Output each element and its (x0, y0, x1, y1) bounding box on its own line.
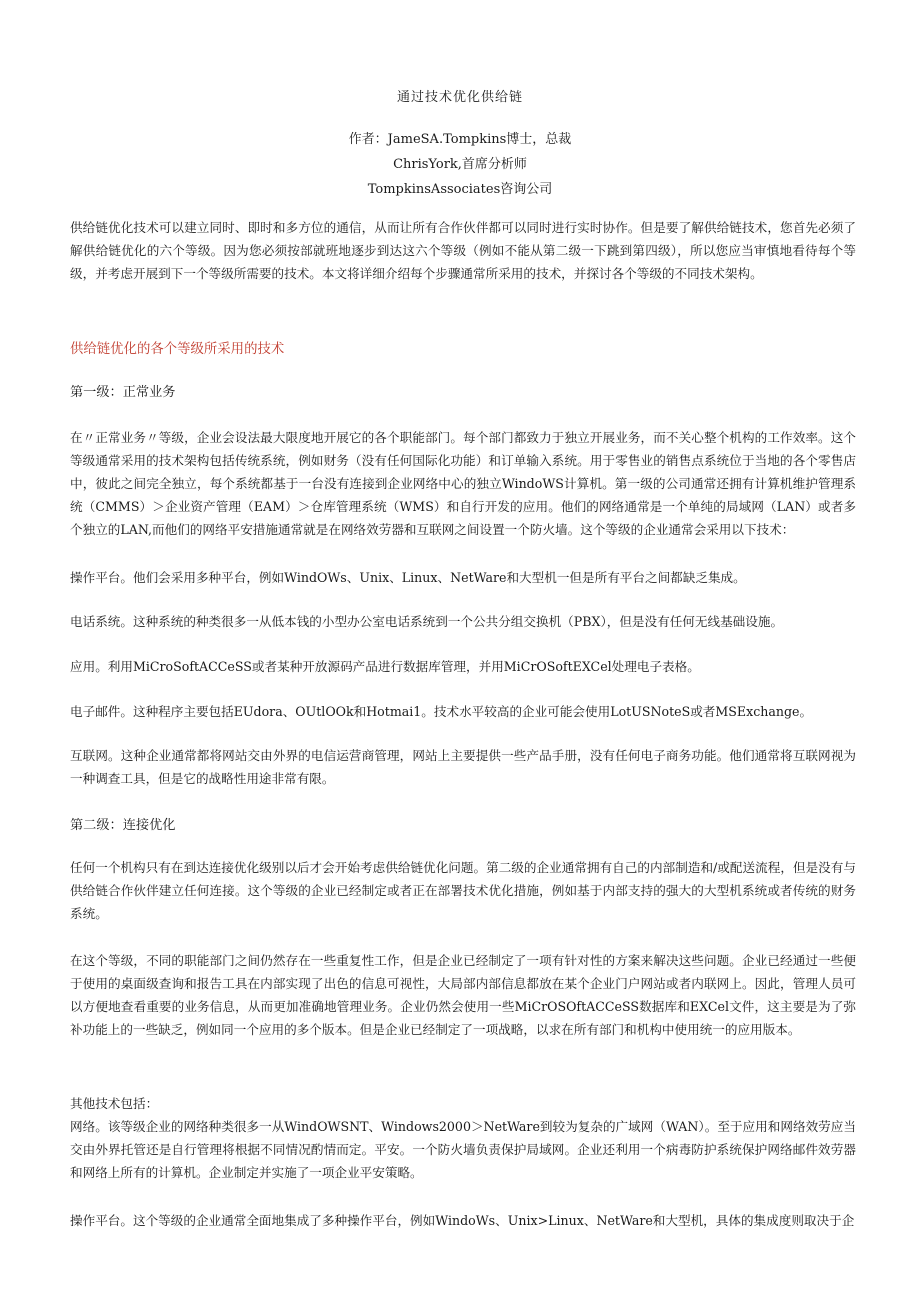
level1-paragraph: 在〃正常业务〃等级，企业会设法最大限度地开展它的各个职能部门。每个部门都致力于独立开展业务，而不关心整个机构的工作效率。这个等级通常采用的技术架构包括传统系统，例如财务（没有任何国际化功能）和订单输入系统。用于零售业的销售点系统位于当地的各个零售店中，彼此之间完全独立，每个系统都基于一台没有连接到企业网络中心的独立WindoWS计算机。第一级的公司通常还拥有计算机维护管理系统（CMMS）＞企业资产管理（EAM）＞仓库管理系统（WMS）和自行开发的应用。他们的网络通常是一个单纯的局域网（LAN）或者多个独立的LAN,而他们的网络平安措施通常就是在网络效劳器和互联网之间设置一个防火墙。这个等级的企业通常会采用以下技术： (70, 430, 856, 537)
intro-paragraph: 供给链优化技术可以建立同时、即时和多方位的通信，从而让所有合作伙伴都可以同时进行实时协作。但是要了解供给链技术，您首先必须了解供给链优化的六个等级。因为您必须按部就班地逐步到达这六个等级（例如不能从第二级一下跳到第四级），所以您应当审慎地看待每个等级，并考虑开展到下一个等级所需要的技术。本文将详细介绍每个步骤通常所采用的技术，并探讨各个等级的不同技术架构。 (70, 220, 856, 281)
level1-heading: 第一级：正常业务 (70, 385, 176, 400)
op-platform2-paragraph: 操作平台。这个等级的企业通常全面地集成了多种操作平台，例如WindoWs、Unix>Linux、NetWare和大型机，具体的集成度则取决于企 (70, 1213, 855, 1228)
other-tech-label: 其他技术包括： (70, 1096, 159, 1111)
internet-paragraph: 互联网。这种企业通常都将网站交由外界的电信运营商管理，网站上主要提供一些产品手册，没有任何电子商务功能。他们通常将互联网视为一种调查工具，但是它的战略性用途非常有限。 (70, 748, 856, 786)
op-platform-paragraph: 操作平台。他们会采用多种平台，例如WindOWs、Unix、Linux、NetWare和大型机一但是所有平台之间都缺乏集成。 (70, 570, 746, 585)
email-paragraph: 电子邮件。这种程序主要包括EUdora、OUtlOOk和Hotmai1。技术水平较高的企业可能会使用LotUSNoteS或者MSExchange。 (70, 704, 813, 719)
level2-paragraph-1: 任何一个机构只有在到达连接优化级别以后才会开始考虑供给链优化问题。第二级的企业通常拥有自己的内部制造和/或配送流程，但是没有与供给链合作伙伴建立任何连接。这个等级的企业已经制定或者正在部署技术优化措施，例如基于内部支持的强大的大型机系统或者传统的财务系统。 (70, 860, 856, 921)
level2-paragraph-2: 在这个等级，不同的职能部门之间仍然存在一些重复性工作，但是企业已经制定了一项有针对性的方案来解决这些问题。企业已经通过一些便于使用的桌面级查询和报告工具在内部实现了出色的信息可视性，大局部内部信息都放在某个企业门户网站或者内联网上。因此，管理人员可以方便地查看重要的业务信息，从而更加准确地管理业务。企业仍然会使用一些MiCrOSOftACCeSS数据库和EXCel文件，这主要是为了弥补功能上的一些缺乏，例如同一个应用的多个版本。但是企业已经制定了一项战略，以求在所有部门和机构中使用统一的应用版本。 (70, 953, 856, 1037)
author-line-2: ChrisYork,首席分析师 (393, 157, 527, 172)
section-heading: 供给链优化的各个等级所采用的技术 (70, 342, 285, 357)
level2-heading: 第二级：连接优化 (70, 818, 176, 833)
network-paragraph: 网络。该等级企业的网络种类很多一从WindOWSNT、Windows2000＞NetWare到较为复杂的广域网（WAN）。至于应用和网络效劳应当交由外界托管还是自行管理将根据不同情况酌情而定。平安。一个防火墙负责保护局域网。企业还利用一个病毒防护系统保护网络邮件效劳器和网络上所有的计算机。企业制定并实施了一项企业平安策略。 (70, 1119, 856, 1180)
author-line-3: TompkinsAssociates咨询公司 (367, 182, 553, 197)
phone-system-paragraph: 电话系统。这种系统的种类很多一从低本钱的小型办公室电话系统到一个公共分组交换机（PBX），但是没有任何无线基础设施。 (70, 614, 784, 629)
author-line-1: 作者：JameSA.Tompkins博士，总裁 (348, 132, 572, 147)
document-title: 通过技术优化供给链 (396, 90, 523, 105)
apps-paragraph: 应用。利用MiCroSoftACCeSS或者某种开放源码产品进行数据库管理，并用MiCrOSoftEXCel处理电子表格。 (70, 659, 700, 674)
